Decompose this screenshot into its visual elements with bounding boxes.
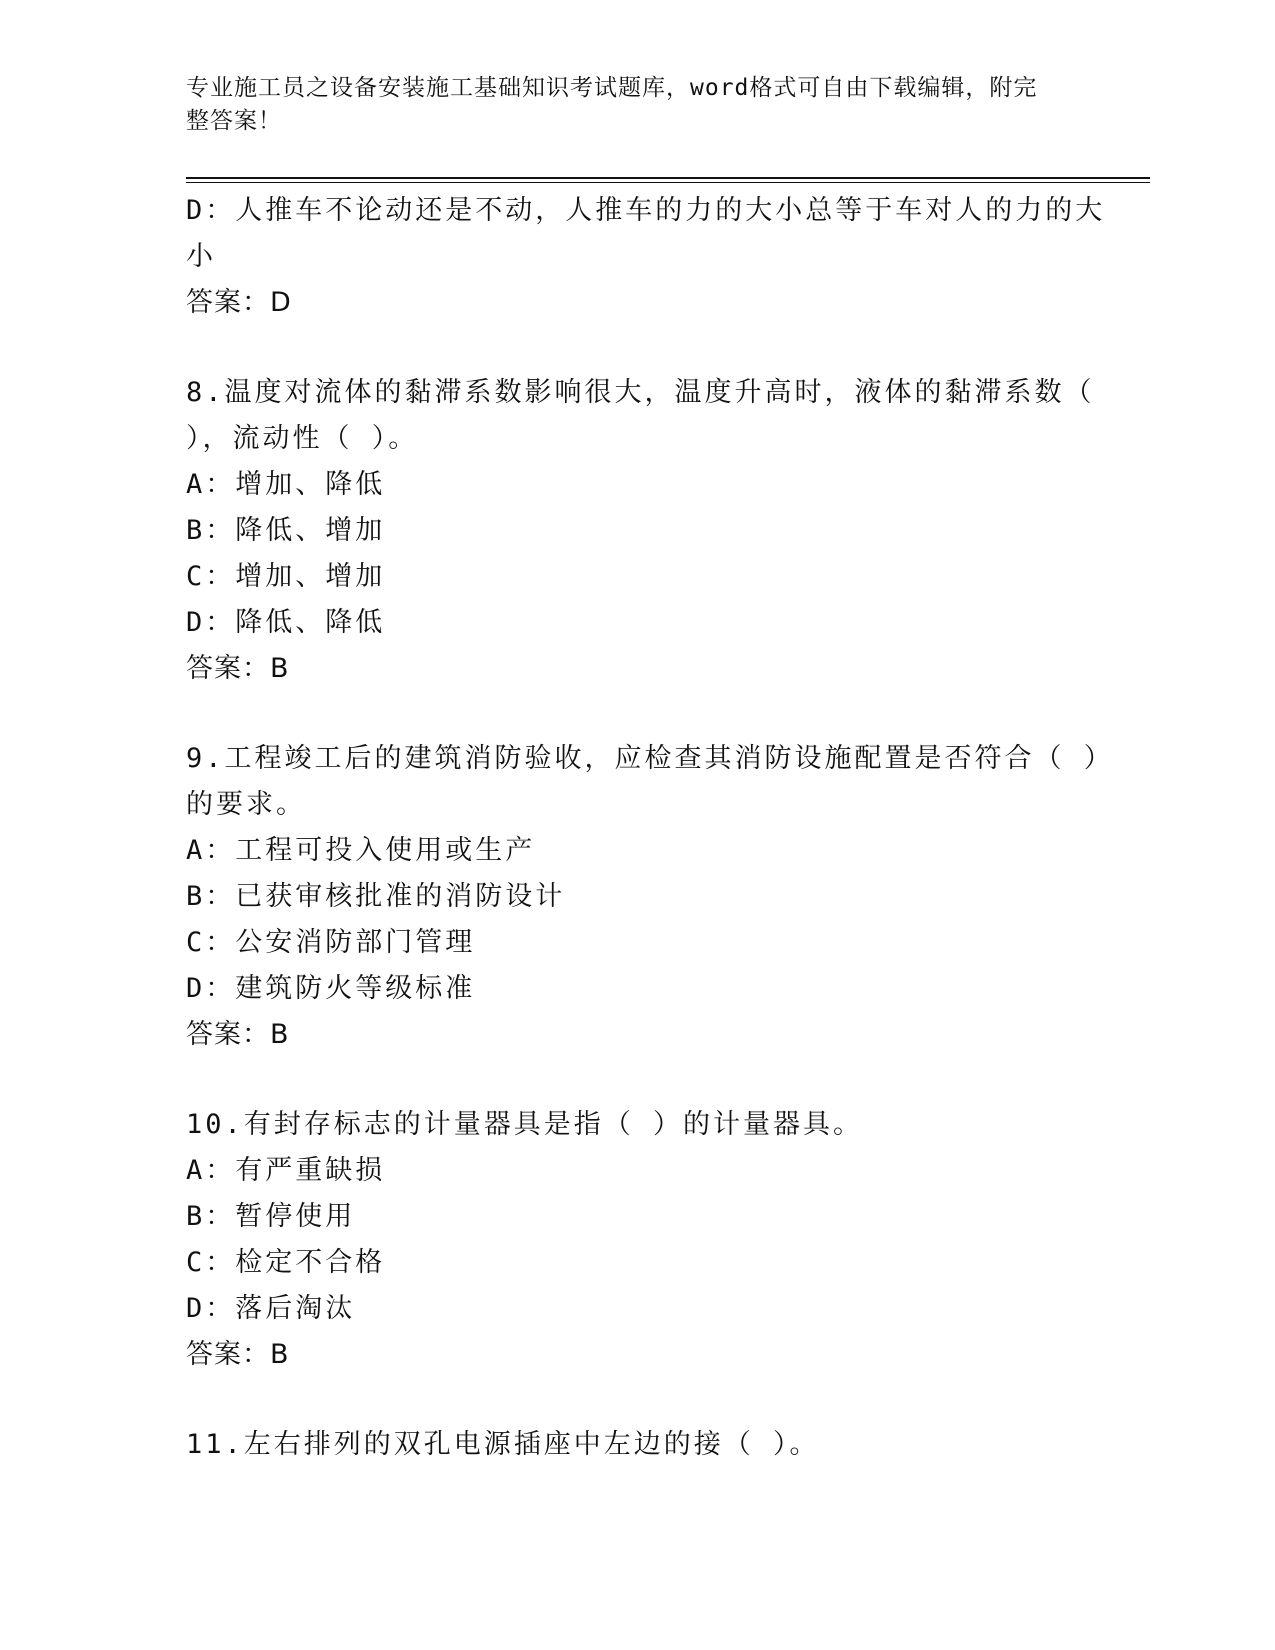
header-rule-thin (186, 182, 1150, 183)
question-list (186, 188, 1114, 1468)
spacer (186, 1058, 1086, 1102)
answer-label: 答案：B (186, 1019, 290, 1050)
spacer (186, 692, 1086, 736)
option-d-continued: 小 (186, 241, 216, 272)
option-d: D：建筑防火等级标准 (186, 973, 476, 1004)
option-a: A：有严重缺损 (186, 1155, 386, 1186)
question-stem-continued: ），流动性（ ）。 (186, 423, 419, 454)
document-header (186, 72, 1066, 138)
option-a: A：工程可投入使用或生产 (186, 835, 536, 866)
answer-label: 答案：D (186, 287, 292, 318)
answer-label: 答案：B (186, 653, 290, 684)
option-b: B：已获审核批准的消防设计 (186, 881, 566, 912)
question-9 (186, 736, 1114, 1058)
option-c: C：公安消防部门管理 (186, 927, 476, 958)
header-line-2: 整答案！ (186, 108, 282, 134)
option-b: B：暂停使用 (186, 1201, 356, 1232)
option-c: C：增加、增加 (186, 561, 386, 592)
question-7 (186, 188, 1106, 326)
question-stem: 9.工程竣工后的建筑消防验收，应检查其消防设施配置是否符合（ ） (186, 743, 1114, 774)
option-d: D：降低、降低 (186, 607, 386, 638)
header-line-1: 专业施工员之设备安装施工基础知识考试题库，word格式可自由下载编辑，附完 (186, 75, 1038, 101)
question-stem: 8.温度对流体的黏滞系数影响很大，温度升高时，液体的黏滞系数（ (186, 377, 1095, 408)
option-c: C：检定不合格 (186, 1247, 386, 1278)
question-10 (186, 1102, 1086, 1378)
question-stem: 10.有封存标志的计量器具是指（ ）的计量器具。 (186, 1109, 864, 1140)
question-8 (186, 370, 1095, 692)
option-d: D：落后淘汰 (186, 1293, 356, 1324)
option-b: B：降低、增加 (186, 515, 386, 546)
option-a: A：增加、降低 (186, 469, 386, 500)
header-rule-thick (186, 177, 1150, 179)
spacer (186, 326, 1086, 370)
answer-label: 答案：B (186, 1339, 290, 1370)
question-11 (186, 1422, 1086, 1468)
option-d: D：人推车不论动还是不动，人推车的力的大小总等于车对人的力的大 (186, 195, 1106, 226)
question-stem: 11.左右排列的双孔电源插座中左边的接（ ）。 (186, 1429, 820, 1460)
spacer (186, 1378, 1086, 1422)
question-stem-continued: 的要求。 (186, 789, 306, 820)
